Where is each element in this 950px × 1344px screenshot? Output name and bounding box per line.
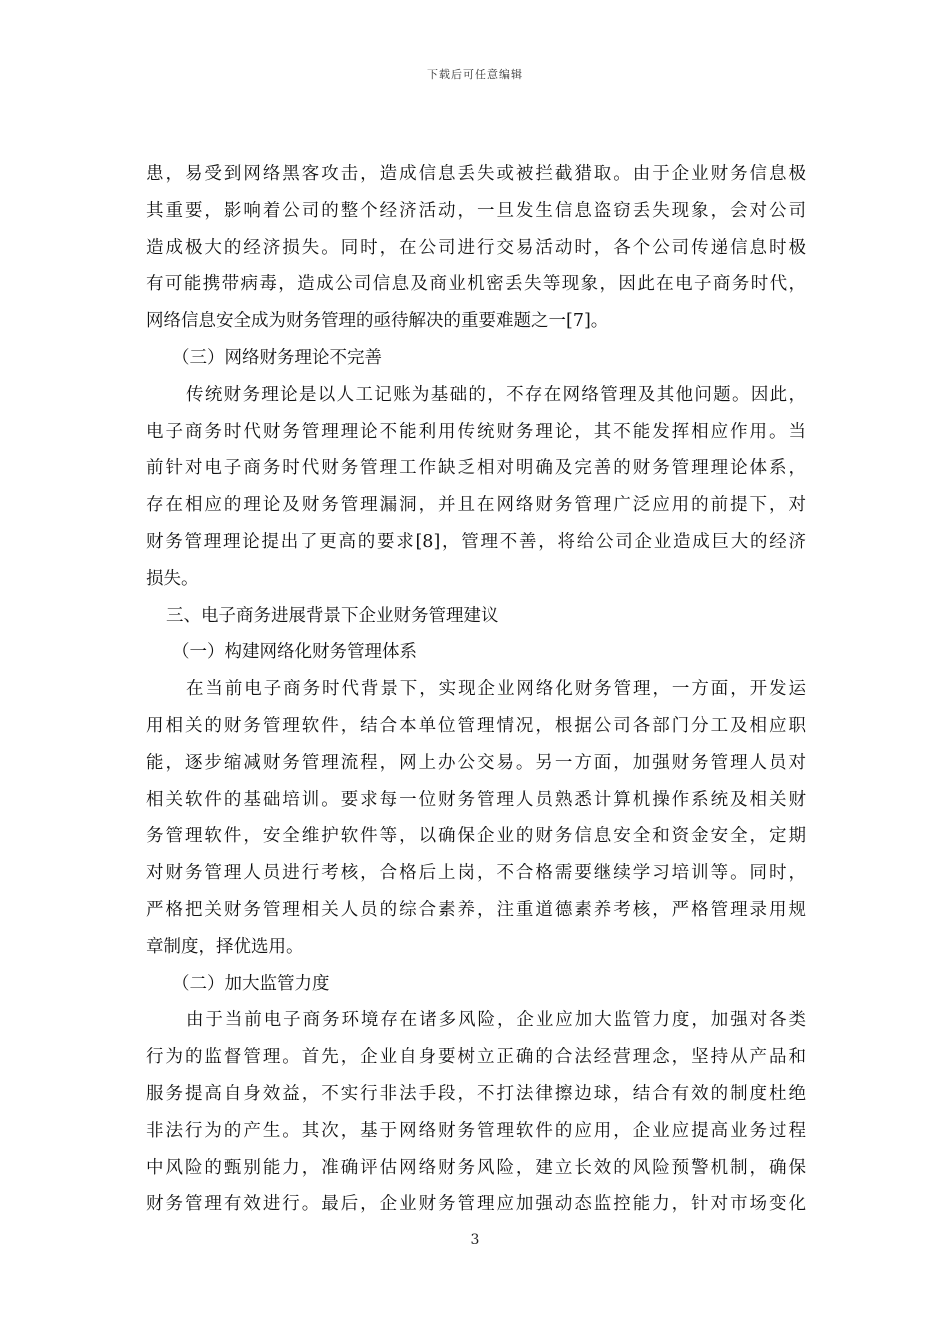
paragraph-line: 财务管理理论提出了更高的要求[8]，管理不善，将给公司企业造成巨大的经济 <box>146 531 806 552</box>
paragraph-line: 行为的监督管理。首先，企业自身要树立正确的合法经营理念，坚持从产品和 <box>146 1047 806 1068</box>
paragraph-line: 损失。 <box>146 568 199 589</box>
paragraph-line: 电子商务时代财务管理理论不能利用传统财务理论，其不能发挥相应作用。当 <box>146 421 806 442</box>
paragraph-line: 严格把关财务管理相关人员的综合素养，注重道德素养考核，严格管理录用规 <box>146 899 806 920</box>
paragraph-line: 有可能携带病毒，造成公司信息及商业机密丢失等现象，因此在电子商务时代， <box>146 274 806 295</box>
paragraph-line: 章制度，择优选用。 <box>146 936 304 957</box>
document-body <box>146 156 806 1223</box>
paragraph-line: 在当前电子商务时代背景下，实现企业网络化财务管理，一方面，开发运 <box>186 679 806 700</box>
subsection-heading: （一）构建网络化财务管理体系 <box>172 642 417 663</box>
paragraph-line: 前针对电子商务时代财务管理工作缺乏相对明确及完善的财务管理理论体系， <box>146 458 806 479</box>
paragraph-line: 服务提高自身效益，不实行非法手段，不打法律擦边球，结合有效的制度杜绝 <box>146 1083 806 1104</box>
paragraph-line: 相关软件的基础培训。要求每一位财务管理人员熟悉计算机操作系统及相关财 <box>146 789 806 810</box>
paragraph-line: 中风险的甄别能力，准确评估网络财务风险，建立长效的风险预警机制，确保 <box>146 1157 806 1178</box>
paragraph-line: 造成极大的经济损失。同时，在公司进行交易活动时，各个公司传递信息时极 <box>146 237 806 258</box>
paragraph-line: 财务管理有效进行。最后，企业财务管理应加强动态监控能力，针对市场变化 <box>146 1194 806 1215</box>
page-number: 3 <box>470 1232 480 1248</box>
paragraph-line: 由于当前电子商务环境存在诸多风险，企业应加大监管力度，加强对各类 <box>186 1010 806 1031</box>
section-heading: 三、电子商务进展背景下企业财务管理建议 <box>166 605 499 626</box>
paragraph-line: 务管理软件，安全维护软件等，以确保企业的财务信息安全和资金安全，定期 <box>146 826 806 847</box>
paragraph-line: 能，逐步缩减财务管理流程，网上办公交易。另一方面，加强财务管理人员对 <box>146 752 806 773</box>
paragraph-line: 非法行为的产生。其次，基于网络财务管理软件的应用，企业应提高业务过程 <box>146 1120 806 1141</box>
section-heading: （三）网络财务理论不完善 <box>172 347 382 368</box>
paragraph-line: 传统财务理论是以人工记账为基础的，不存在网络管理及其他问题。因此， <box>186 384 806 405</box>
paragraph-line: 其重要，影响着公司的整个经济活动，一旦发生信息盗窃丢失现象，会对公司 <box>146 200 806 221</box>
paragraph-line: 存在相应的理论及财务管理漏洞，并且在网络财务管理广泛应用的前提下，对 <box>146 495 806 516</box>
paragraph-line: 网络信息安全成为财务管理的亟待解决的重要难题之一[7]。 <box>146 311 609 332</box>
paragraph-line: 用相关的财务管理软件，结合本单位管理情况，根据公司各部门分工及相应职 <box>146 715 806 736</box>
paragraph-line: 患，易受到网络黑客攻击，造成信息丢失或被拦截猎取。由于企业财务信息极 <box>146 164 806 184</box>
subsection-heading: （二）加大监管力度 <box>172 973 330 994</box>
page-header-note: 下载后可任意编辑 <box>427 68 523 81</box>
paragraph-line: 对财务管理人员进行考核，合格后上岗，不合格需要继续学习培训等。同时， <box>146 863 806 884</box>
